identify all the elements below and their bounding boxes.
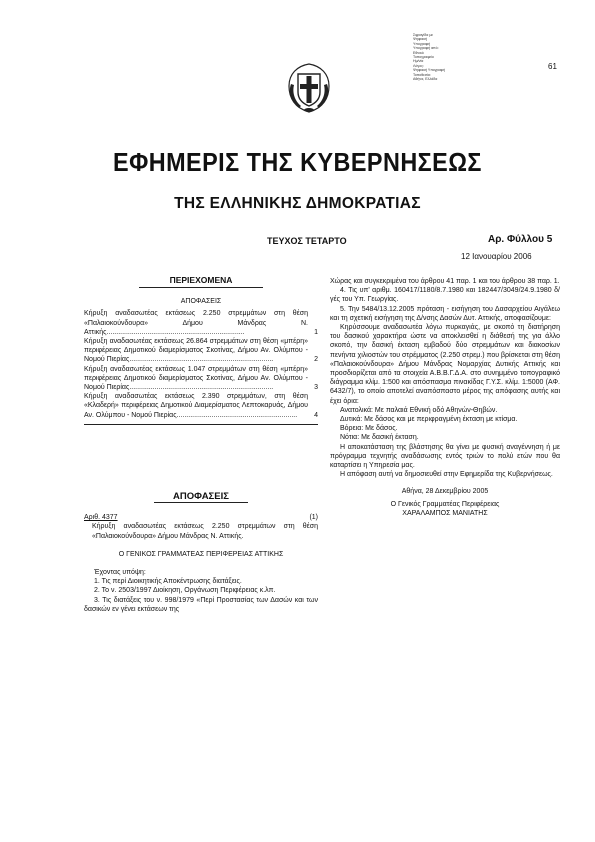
regard-item: 1. Τις περί Διοικητικής Αποκέντρωσης διατάξεις. [94, 578, 242, 586]
signature-date: Αθήνα, 28 Δεκεμβρίου 2005 [401, 488, 489, 496]
issue-date: 12 Ιανουαρίου 2006 [461, 252, 532, 261]
regard-item: 5. Την 5484/13.12.2005 πρόταση - εισήγηση του Δασαρχείου Αιγάλεω και τη σχετική εισήγηση της Δ/νσης Δασών Δυτ. Αττικής, αποφασίζουμε: [330, 305, 560, 322]
decision-number: Αριθ. 4377 [84, 514, 118, 522]
regard-item: 4. Τις υπ' αριθμ. 160417/1180/8.7.1980 και 182447/3049/24.9.1980 δ/γές του Υπ. Γεωργίας. [330, 287, 560, 304]
toc-divider [84, 424, 318, 425]
decision-body: Κηρύσσουμε αναδασωτέα λόγω πυρκαγιάς, με σκοπό τη διατήρηση του δασικού χαρακτήρα ώστε να αποκλεισθεί η διάθεσή της για άλλο σκοπό, την δασική έκταση εμβαδού δύο στρεμμάτων και διακοσίων πενήντα χιλιοστών του στρέμματος (2.250 στρεμ.) που βρίσκεται στη θέση «Παλαιοκούνδουρα» Δήμου Μάνδρας Νομαρχίας Δυτικής Αττικής και προσδιορίζεται από τα στοιχεία Α.Β.Β.Γ.Δ.Α. στο συνημμένο τοπογραφικό διάγραμμα κλίμ. 1:500 και απόσπασμα πινακίδας Γ.Υ.Σ. κλίμ. 1:5000 (ΑΦ. 6432/7), το οποίο αποτελεί αναπόσπαστο μέρος της απόφασης αυτής και έχει όρια: [330, 324, 560, 405]
regard-item: 2. Το ν. 2503/1997 Διοίκηση, Οργάνωση Περιφέρειας κ.λπ. [94, 587, 276, 595]
boundary-item: Νότια: Με δασική έκταση. [340, 434, 419, 442]
page-number: 61 [548, 62, 557, 71]
stamp-line: Τοποθεσία: [413, 72, 431, 77]
publication-text: Η απόφαση αυτή να δημοσιευθεί στην Εφημερίδα της Κυβερνήσεως. [340, 471, 553, 479]
greek-coat-of-arms-icon [285, 62, 333, 114]
toc-item-text: Κήρυξη αναδασωτέας εκτάσεως 2.250 στρεμμάτων στη θέση «Παλαιοκούνδουρα» Δήμου Μάνδρας Ν. Αττικής....................................................................... [84, 310, 308, 336]
right-column [330, 277, 560, 518]
stamp-line: Σφραγίδα με [413, 33, 434, 37]
toc-heading: ΠΕΡΙΕΧΟΜΕΝΑ [139, 276, 263, 288]
signature-name: ΧΑΡΑΛΑΜΠΟΣ ΜΑΝΙΑΤΗΣ [402, 509, 488, 517]
stamp-line: Ψηφιακή [413, 37, 428, 42]
table-of-contents [84, 276, 318, 425]
sheet-number: Αρ. Φύλλου 5 [488, 234, 553, 245]
boundary-item: Δυτικά: Με δάσος και με περιφραγμένη έκταση με κτίσμα. [340, 416, 518, 424]
stamp-line: Υπογραφή [413, 41, 431, 46]
boundary-item: Βόρεια: Με δάσος. [340, 425, 398, 433]
decision-ref: (1) [309, 514, 318, 522]
toc-item [84, 365, 318, 393]
stamp-line: Αθήνα, Ελλάδα [413, 77, 438, 82]
stamp-line: Ψηφιακή Υπογραφή [413, 68, 446, 73]
stamp-line: Λόγος: [413, 63, 424, 68]
signature-role: Ο Γενικός Γραμματέας Περιφέρειας [390, 500, 500, 508]
decision-number-row [84, 513, 318, 522]
having-regard: Έχοντας υπόψη: [94, 569, 146, 577]
toc-item [84, 337, 318, 365]
toc-item [84, 392, 318, 420]
decision-block [84, 492, 318, 614]
issue-type: ΤΕΥΧΟΣ ΤΕΤΑΡΤΟ [267, 236, 347, 246]
toc-item-page: 2 [314, 356, 318, 364]
stamp-line: Εθνικό [413, 50, 424, 55]
toc-item-text: Κήρυξη αναδασωτέας εκτάσεως 2.390 στρεμμάτων, στη θέση «Κλαδερή» περιφέρειας Δημοτικού Διαμερίσματος Λεπτοκαρυάς, Δήμου Αν. Ολύμπου - Νομού Πιερίας.............................................................. [84, 393, 308, 419]
decision-subject: Κήρυξη αναδασωτέας εκτάσεως 2.250 στρεμμάτων στη θέση «Παλαιοκούνδουρα» Δήμου Μάνδρας Ν. Αττικής. [92, 523, 318, 540]
toc-item-page: 4 [314, 411, 318, 419]
toc-item-page: 3 [314, 384, 318, 392]
gazette-title: ΕΦΗΜΕΡΙΣ ΤΗΣ ΚΥΒΕΡΝΗΣΕΩΣ [113, 147, 482, 177]
gazette-subtitle: ΤΗΣ ΕΛΛΗΝΙΚΗΣ ΔΗΜΟΚΡΑΤΙΑΣ [174, 195, 421, 212]
stamp-line: Ημ/νία [413, 59, 424, 64]
toc-section: ΑΠΟΦΑΣΕΙΣ [180, 298, 222, 306]
decisions-heading: ΑΠΟΦΑΣΕΙΣ [154, 492, 248, 503]
regard-continuation: Χώρας και συγκεκριμένα του άρθρου 41 παρ. 1 και του άρθρου 38 παρ. 1. [330, 278, 560, 285]
restoration-text: Η αποκατάσταση της βλάστησης θα γίνει με φυσική αναγέννηση ή με πρόγραμμα τεχνητής αναδάσωσης εντός τριών το πολύ ετών που θα καταρτίσει η Υπηρεσία μας. [330, 443, 560, 470]
decision-authority: Ο ΓΕΝΙΚΟΣ ΓΡΑΜΜΑΤΕΑΣ ΠΕΡΙΦΕΡΕΙΑΣ ΑΤΤΙΚΗΣ [118, 550, 284, 558]
toc-item [84, 309, 318, 337]
toc-item-text: Κήρυξη αναδασωτέας εκτάσεως 26.864 στρεμμάτων στη θέση «μπέρη» περιφέρειας Δημοτικού διαμερίσματος Σκοτίνας, Δήμου Αν. Ολύμπου - Νομού Πιερίας.......................................................................... [84, 338, 308, 364]
stamp-line: Τυπογραφείο [413, 55, 434, 60]
toc-item-page: 1 [314, 328, 318, 336]
regard-item: 3. Τις διατάξεις του ν. 998/1979 «Περί Προστασίας των Δασών και των δασικών εν γένει εκτάσεων της [84, 596, 318, 613]
boundary-item: Ανατολικά: Με παλαιά Εθνική οδό Αθηνών-Θηβών. [340, 406, 498, 414]
toc-item-text: Κήρυξη αναδασωτέας εκτάσεως 1.047 στρεμμάτων στη θέση «μπέρη» περιφέρειας Δημοτικού διαμερίσματος Σκοτίνας, Δήμου Αν. Ολύμπου - Νομού Πιερίας.......................................................................... [84, 365, 308, 392]
stamp-line: Υπογραφή από: [413, 46, 439, 51]
digital-signature-stamp [413, 33, 477, 81]
